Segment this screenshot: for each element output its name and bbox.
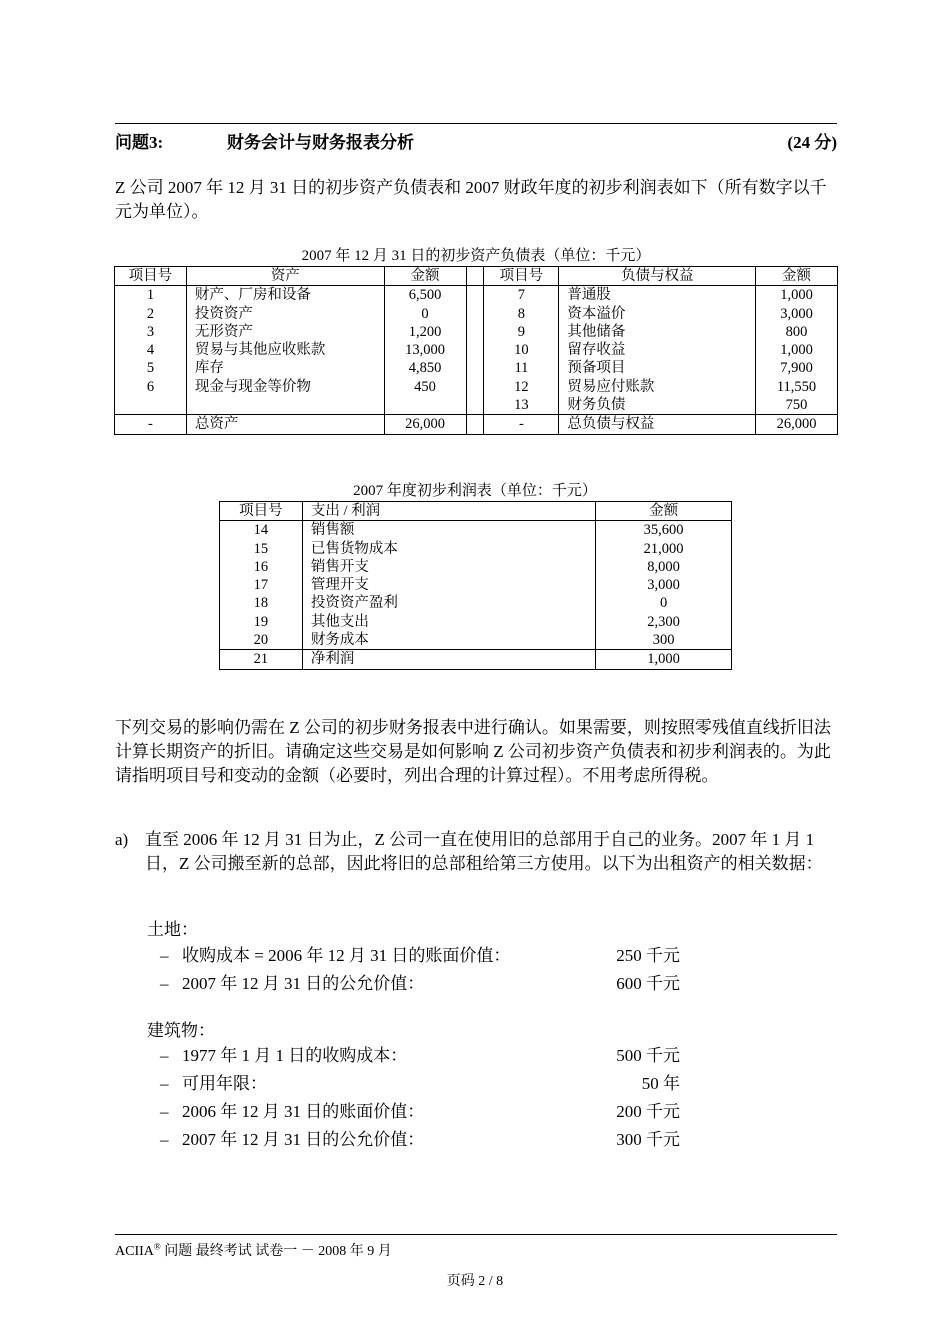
table-row bbox=[220, 558, 732, 576]
spacer-cell bbox=[466, 323, 484, 341]
table-row bbox=[115, 341, 838, 359]
col-item-no: 项目号 bbox=[220, 502, 303, 521]
spacer-cell bbox=[466, 415, 484, 434]
asset-amount: 450 bbox=[384, 378, 466, 396]
table-row bbox=[220, 613, 732, 631]
liability-name: 普通股 bbox=[559, 286, 756, 305]
land-value: 600 千元 bbox=[616, 974, 680, 993]
question-heading bbox=[115, 128, 837, 150]
item-no: 19 bbox=[220, 613, 303, 631]
total-assets-amount: 26,000 bbox=[384, 415, 466, 434]
spacer-cell bbox=[466, 359, 484, 377]
total-liabilities-amount: 26,000 bbox=[756, 415, 838, 434]
col-amount: 金额 bbox=[596, 502, 732, 521]
item-amount: 300 bbox=[596, 631, 732, 650]
income-statement-table bbox=[219, 501, 732, 670]
col-item-no: 项目号 bbox=[115, 267, 187, 286]
footer-rule bbox=[115, 1234, 837, 1235]
asset-name: 库存 bbox=[186, 359, 384, 377]
question-number: 问题3: bbox=[115, 133, 164, 152]
liability-amount: 1,000 bbox=[756, 286, 838, 305]
item-name: 其他支出 bbox=[302, 613, 595, 631]
asset-amount: 0 bbox=[384, 305, 466, 323]
asset-amount: 6,500 bbox=[384, 286, 466, 305]
table-row bbox=[220, 631, 732, 650]
item-amount: 35,600 bbox=[596, 521, 732, 540]
footer-org: ACIIA bbox=[115, 1244, 154, 1259]
building-value: 500 千元 bbox=[616, 1046, 680, 1065]
asset-amount bbox=[384, 396, 466, 415]
building-value: 200 千元 bbox=[616, 1102, 680, 1121]
balance-sheet-caption: 2007 年 12 月 31 日的初步资产负债表（单位：千元） bbox=[301, 248, 651, 264]
item-amount: 21,000 bbox=[596, 540, 732, 558]
asset-name: 无形资产 bbox=[186, 323, 384, 341]
table-row bbox=[220, 576, 732, 594]
item-no: 16 bbox=[220, 558, 303, 576]
asset-item-no bbox=[115, 396, 187, 415]
income-header-row bbox=[220, 502, 732, 521]
building-label: 1977 年 1 月 1 日的收购成本： bbox=[182, 1046, 408, 1065]
item-name: 已售货物成本 bbox=[302, 540, 595, 558]
table-row bbox=[220, 521, 732, 540]
building-heading: 建筑物： bbox=[147, 1021, 215, 1040]
table-row bbox=[115, 286, 838, 305]
asset-item-no: 6 bbox=[115, 378, 187, 396]
land-label: 2007 年 12 月 31 日的公允价值： bbox=[182, 974, 425, 993]
col-amount: 金额 bbox=[384, 267, 466, 286]
page-number: 页码 2 / 8 bbox=[446, 1274, 504, 1289]
liability-item-no: 9 bbox=[484, 323, 559, 341]
liability-amount: 1,000 bbox=[756, 341, 838, 359]
instructions-paragraph: 下列交易的影响仍需在 Z 公司的初步财务报表中进行确认。如果需要，则按照零残值直线折旧法计算长期资产的折旧。请确定这些交易是如何影响 Z 公司初步资产负债表和初步利润表的。为此请指明项目号和变动的金额（必要时，列出合理的计算过程）。不用考虑所得税。 bbox=[115, 718, 831, 785]
spacer-cell bbox=[466, 305, 484, 323]
asset-name bbox=[186, 396, 384, 415]
asset-item-no: 1 bbox=[115, 286, 187, 305]
item-a-marker: a) bbox=[115, 830, 129, 849]
asset-amount: 4,850 bbox=[384, 359, 466, 377]
land-heading: 土地： bbox=[147, 920, 198, 939]
liability-item-no: 7 bbox=[484, 286, 559, 305]
spacer-cell bbox=[466, 286, 484, 305]
liability-item-no: 8 bbox=[484, 305, 559, 323]
asset-item-no: 2 bbox=[115, 305, 187, 323]
spacer-cell bbox=[466, 267, 484, 286]
land-value: 250 千元 bbox=[616, 946, 680, 965]
liability-amount: 11,550 bbox=[756, 378, 838, 396]
asset-name: 贸易与其他应收账款 bbox=[186, 341, 384, 359]
table-row bbox=[115, 323, 838, 341]
liability-name: 资本溢价 bbox=[559, 305, 756, 323]
total-assets-item-no: - bbox=[115, 415, 187, 434]
item-name: 财务成本 bbox=[302, 631, 595, 650]
spacer-cell bbox=[466, 341, 484, 359]
building-label: 2007 年 12 月 31 日的公允价值： bbox=[182, 1130, 425, 1149]
net-profit-item-no: 21 bbox=[220, 650, 303, 669]
item-amount: 0 bbox=[596, 594, 732, 612]
liability-name: 留存收益 bbox=[559, 341, 756, 359]
item-name: 管理开支 bbox=[302, 576, 595, 594]
item-name: 销售额 bbox=[302, 521, 595, 540]
footer-exam: 问题 最终考试 试卷一 － 2008 年 9 月 bbox=[160, 1244, 392, 1259]
total-liabilities-label: 总负债与权益 bbox=[559, 415, 756, 434]
asset-name: 投资资产 bbox=[186, 305, 384, 323]
dash: – bbox=[160, 1046, 169, 1065]
liability-name: 贸易应付账款 bbox=[559, 378, 756, 396]
col-liabilities: 负债与权益 bbox=[559, 267, 756, 286]
item-name: 销售开支 bbox=[302, 558, 595, 576]
asset-name: 现金与现金等价物 bbox=[186, 378, 384, 396]
liability-amount: 7,900 bbox=[756, 359, 838, 377]
balance-sheet-header-row bbox=[115, 267, 838, 286]
table-row bbox=[115, 305, 838, 323]
balance-sheet-total-row bbox=[115, 415, 838, 434]
total-liabilities-item-no: - bbox=[484, 415, 559, 434]
table-row bbox=[220, 540, 732, 558]
list-item bbox=[160, 1126, 680, 1154]
asset-item-no: 4 bbox=[115, 341, 187, 359]
building-label: 可用年限： bbox=[182, 1074, 267, 1093]
liability-item-no: 13 bbox=[484, 396, 559, 415]
liability-item-no: 12 bbox=[484, 378, 559, 396]
item-no: 20 bbox=[220, 631, 303, 650]
liability-name: 预备项目 bbox=[559, 359, 756, 377]
dash: – bbox=[160, 946, 169, 965]
list-item bbox=[160, 970, 680, 998]
liability-amount: 3,000 bbox=[756, 305, 838, 323]
asset-amount: 1,200 bbox=[384, 323, 466, 341]
liability-item-no: 10 bbox=[484, 341, 559, 359]
item-amount: 2,300 bbox=[596, 613, 732, 631]
land-label: 收购成本 = 2006 年 12 月 31 日的账面价值： bbox=[182, 946, 511, 965]
item-no: 14 bbox=[220, 521, 303, 540]
spacer-cell bbox=[466, 396, 484, 415]
balance-sheet-table bbox=[114, 266, 838, 435]
table-row bbox=[220, 594, 732, 612]
list-item bbox=[160, 942, 680, 970]
list-item bbox=[160, 1098, 680, 1126]
question-points: (24 分) bbox=[787, 133, 837, 152]
table-row bbox=[115, 359, 838, 377]
col-item-no-2: 项目号 bbox=[484, 267, 559, 286]
income-statement-caption: 2007 年度初步利润表（单位：千元） bbox=[353, 483, 597, 499]
item-name: 投资资产盈利 bbox=[302, 594, 595, 612]
item-amount: 3,000 bbox=[596, 576, 732, 594]
liability-name: 财务负债 bbox=[559, 396, 756, 415]
dash: – bbox=[160, 1074, 169, 1093]
table-row bbox=[115, 396, 838, 415]
building-value: 50 年 bbox=[641, 1074, 680, 1093]
registered-mark: ® bbox=[153, 1241, 161, 1252]
footer-text bbox=[115, 1240, 392, 1260]
item-no: 17 bbox=[220, 576, 303, 594]
net-profit-label: 净利润 bbox=[302, 650, 595, 669]
building-label: 2006 年 12 月 31 日的账面价值： bbox=[182, 1102, 425, 1121]
asset-item-no: 5 bbox=[115, 359, 187, 377]
building-value: 300 千元 bbox=[616, 1130, 680, 1149]
asset-amount: 13,000 bbox=[384, 341, 466, 359]
net-profit-amount: 1,000 bbox=[596, 650, 732, 669]
income-total-row bbox=[220, 650, 732, 669]
intro-paragraph: Z 公司 2007 年 12 月 31 日的初步资产负债表和 2007 财政年度的初步利润表如下（所有数字以千元为单位）。 bbox=[115, 178, 827, 221]
liability-item-no: 11 bbox=[484, 359, 559, 377]
dash: – bbox=[160, 1130, 169, 1149]
asset-item-no: 3 bbox=[115, 323, 187, 341]
item-a-text: 直至 2006 年 12 月 31 日为止，Z 公司一直在使用旧的总部用于自己的业务。2007 年 1 月 1 日，Z 公司搬至新的总部，因此将旧的总部租给第三方使用。以下为出租资产的相关数据： bbox=[145, 830, 823, 873]
item-no: 18 bbox=[220, 594, 303, 612]
liability-amount: 800 bbox=[756, 323, 838, 341]
col-amount-2: 金额 bbox=[756, 267, 838, 286]
liability-name: 其他储备 bbox=[559, 323, 756, 341]
item-no: 15 bbox=[220, 540, 303, 558]
dash: – bbox=[160, 974, 169, 993]
list-item bbox=[160, 1042, 680, 1070]
spacer-cell bbox=[466, 378, 484, 396]
question-title: 财务会计与财务报表分析 bbox=[227, 133, 414, 152]
table-row bbox=[115, 378, 838, 396]
col-assets: 资产 bbox=[186, 267, 384, 286]
col-description: 支出 / 利润 bbox=[302, 502, 595, 521]
total-assets-label: 总资产 bbox=[186, 415, 384, 434]
list-item bbox=[160, 1070, 680, 1098]
top-rule bbox=[115, 123, 837, 124]
liability-amount: 750 bbox=[756, 396, 838, 415]
asset-name: 财产、厂房和设备 bbox=[186, 286, 384, 305]
item-amount: 8,000 bbox=[596, 558, 732, 576]
dash: – bbox=[160, 1102, 169, 1121]
